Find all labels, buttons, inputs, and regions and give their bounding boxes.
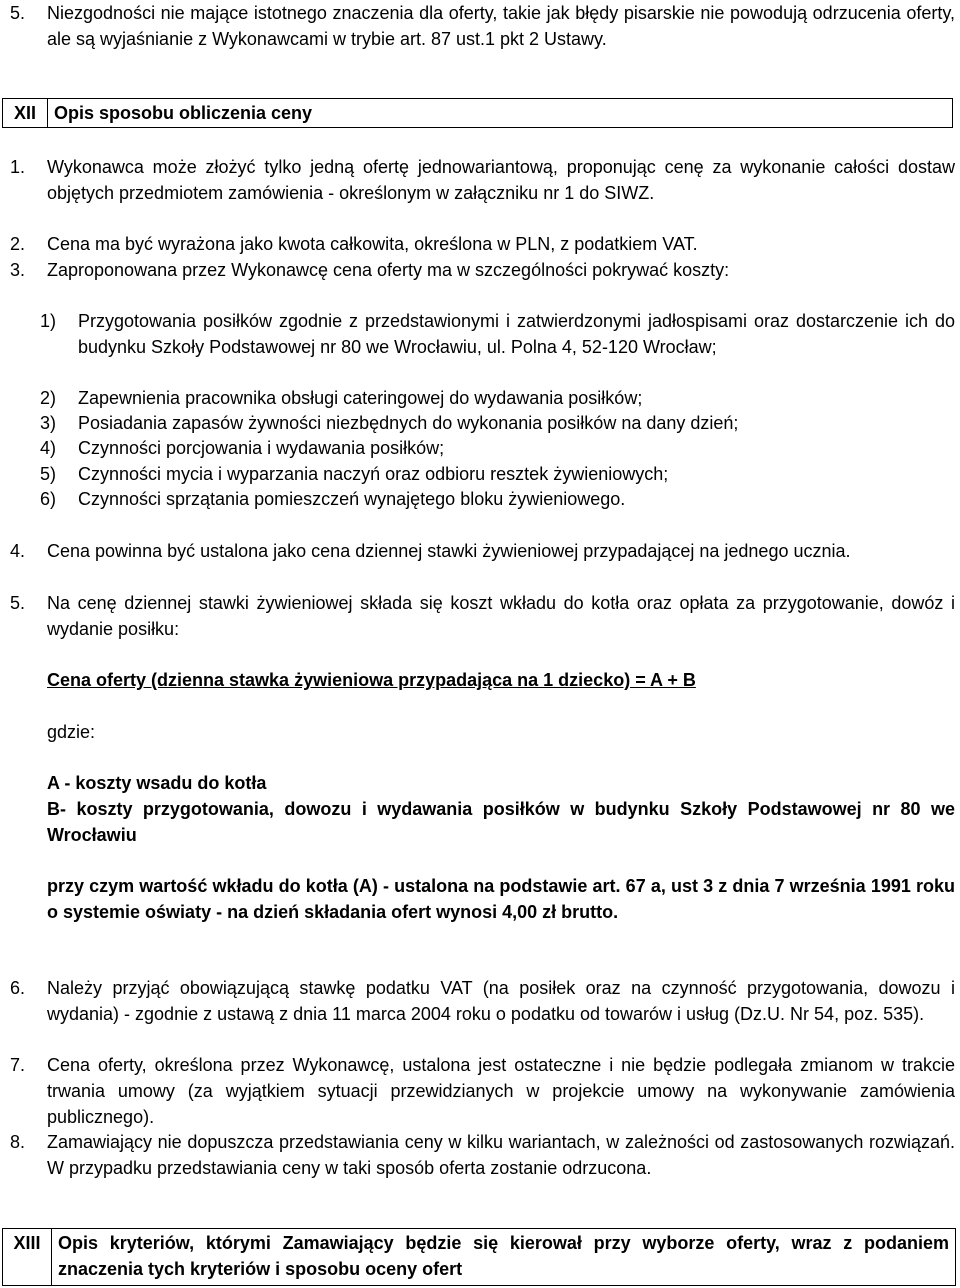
item-number: 5. [10, 3, 26, 23]
section-title: Opis kryteriów, którymi Zamawiający będzie się kierował przy wyborze oferty, wraz z podaniem znaczenia tych kryteriów i sposobu oceny ofert [58, 1233, 949, 1279]
list-item [10, 975, 955, 1027]
item-text: Cena ma być wyrażona jako kwota całkowita, określona w PLN, z podatkiem VAT. [47, 234, 698, 254]
item-number: 8. [10, 1132, 26, 1152]
definition-b: B- koszty przygotowania, dowozu i wydawania posiłków w budynku Szkoły Podstawowej nr 80 we Wrocławiu [47, 799, 955, 845]
price-formula: Cena oferty (dzienna stawka żywieniowa przypadająca na 1 dziecko) = A + B [47, 670, 696, 690]
section-title: Opis sposobu obliczenia ceny [54, 103, 313, 123]
cost-item [40, 410, 955, 436]
cost-text: Czynności mycia i wyparzania naczyń oraz odbioru resztek żywieniowych; [78, 464, 669, 484]
item-text: Należy przyjąć obowiązującą stawkę podatku VAT (na posiłek oraz na czynność przygotowania, dowozu i wydania) - zgodnie z ustawą z dnia 11 marca 2004 roku o podatku od towarów i usług (Dz.U. Nr 54, poz. 535). [47, 978, 955, 1024]
cost-item [40, 435, 955, 461]
cost-item [40, 486, 955, 512]
list-item [10, 1052, 955, 1130]
cost-item [40, 461, 955, 487]
cost-number: 5) [40, 464, 57, 484]
item-text: Zamawiający nie dopuszcza przedstawiania ceny w kilku wariantach, w zależności od zastosowanych rozwiązań. W przypadku przedstawiania ceny w taki sposób oferta zostanie odrzucona. [47, 1132, 955, 1178]
item-text: Na cenę dziennej stawki żywieniowej składa się koszt wkładu do kotła oraz opłata za przygotowanie, dowóz i wydanie posiłku: [47, 593, 955, 639]
item-text: Niezgodności nie mające istotnego znaczenia dla oferty, takie jak błędy pisarskie nie powodują odrzucenia oferty, ale są wyjaśnianie z Wykonawcami w trybie art. 87 ust.1 pkt 2 Ustawy. [47, 3, 955, 49]
cost-number: 3) [40, 413, 57, 433]
section-number: XIII [3, 1229, 52, 1285]
list-item [10, 1129, 955, 1181]
list-item [10, 538, 955, 564]
item-text: Wykonawca może złożyć tylko jedną ofertę jednowariantową, proponując cenę za wykonanie całości dostaw objętych przedmiotem zamówienia - określonym w załączniku nr 1 do SIWZ. [47, 157, 955, 203]
list-item [10, 590, 955, 642]
cost-text: Posiadania zapasów żywności niezbędnych do wykonania posiłków na dany dzień; [78, 413, 739, 433]
section-number: XII [3, 99, 48, 127]
cost-text: Czynności sprzątania pomieszczeń wynajętego bloku żywieniowego. [78, 489, 626, 509]
cost-number: 2) [40, 388, 57, 408]
item-text: Cena powinna być ustalona jako cena dziennej stawki żywieniowej przypadającej na jednego ucznia. [47, 541, 851, 561]
cost-text: Zapewnienia pracownika obsługi cateringowej do wydawania posiłków; [78, 388, 643, 408]
cost-text: Przygotowania posiłków zgodnie z przedstawionymi i zatwierdzonymi jadłospisami oraz dostarczenie ich do budynku Szkoły Podstawowej nr 80 we Wrocławiu, ul. Polna 4, 52-120 Wrocław; [78, 311, 955, 357]
list-item [10, 231, 955, 257]
cost-number: 4) [40, 438, 57, 458]
list-item [10, 0, 955, 52]
item-number: 7. [10, 1055, 26, 1075]
cost-text: Czynności porcjowania i wydawania posiłków; [78, 438, 445, 458]
section-heading-xiii [2, 1228, 956, 1286]
cost-item [40, 385, 955, 411]
item-number: 4. [10, 541, 26, 561]
cost-number: 1) [40, 311, 57, 331]
section-heading-xii [2, 98, 953, 128]
cost-item [40, 308, 955, 360]
where-label: gdzie: [47, 722, 96, 742]
cost-number: 6) [40, 489, 57, 509]
list-item [10, 257, 955, 283]
item-number: 2. [10, 234, 26, 254]
item-number: 5. [10, 593, 26, 613]
item-number: 3. [10, 260, 26, 280]
item-number: 1. [10, 157, 26, 177]
definition-a: A - koszty wsadu do kotła [47, 773, 267, 793]
item-text: Cena oferty, określona przez Wykonawcę, ustalona jest ostateczne i nie będzie podlegała zmianom w trakcie trwania umowy (za wyjątkiem sytuacji przewidzianych w projekcie umowy na wykonywanie zamówienia publicznego). [47, 1055, 955, 1127]
item-number: 6. [10, 978, 26, 998]
item-text: Zaproponowana przez Wykonawcę cena oferty ma w szczególności pokrywać koszty: [47, 260, 730, 280]
kettle-note: przy czym wartość wkładu do kotła (A) - ustalona na podstawie art. 67 a, ust 3 z dnia 7 września 1991 roku o systemie oświaty - na dzień składania ofert wynosi 4,00 zł brutto. [47, 876, 955, 922]
list-item [10, 154, 955, 206]
